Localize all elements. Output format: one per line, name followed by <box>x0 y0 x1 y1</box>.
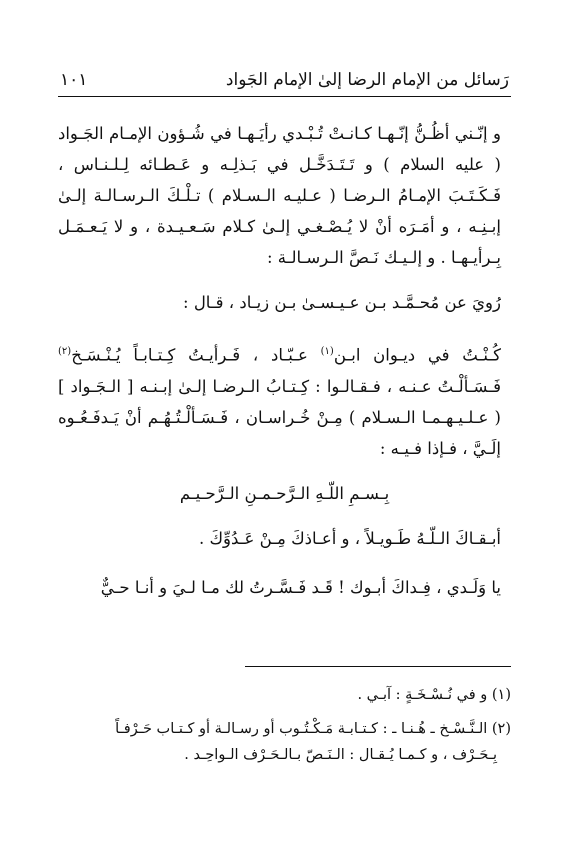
footnote-1: (١) و في نُـسْـخَـةٍ : آبـي . <box>357 687 511 703</box>
footnote-divider <box>245 666 511 667</box>
narration-text-a: كُـنْـتُ في ديـوان ابـن <box>333 345 502 365</box>
page-header <box>60 62 509 90</box>
letter-opening: أبـقـاكَ الـلّـهُ طَـويـلاً ، و أعـاذكَ مِـنْ عَـدُوِّكَ . <box>198 528 501 548</box>
footnote-ref-2: (٢) <box>58 346 72 357</box>
narration-text-c: فَـسَـألْـتُ عـنـه ، فـقـالـوا : كِـتـابُ الـرضـا إلـىٰ إبـنـه [ الـجَـواد ] ( عـلـيـهـمـا الـسـلام ) مِـنْ خُـراسـان ، فَـسَـألْـتُـهُـم أنْ يَـدفَـعُـوه إلَـيَّ ، فـإذا فـيـه : <box>58 376 501 458</box>
footnote-2-line-1: (٢) الـنَّـسْـخ ـ هُـنـا ـ : كـتـابـة مَـكْـتُـوب أو رسـالـة أو كـتـاب حَـرْفـاً <box>115 721 511 737</box>
narration-line: رُويَ عن مُحـمَّـد بـن عـيـسـىٰ بـن زيـاد ، قـال : <box>183 293 501 312</box>
running-title: رَسائل من الإمام الرضا إلىٰ الإمام الجَواد <box>225 70 509 90</box>
footnote-2-line-2: بِـحَـرْف ، و كـمـا يُـقـال : الـنَـصّ بـالـحَـرْف الـواحِـد . <box>184 747 497 763</box>
narration-text-b: عـبّـاد ، فَـرأيـتُ كِـتـابـاً يُـنْـسَـخ <box>71 345 308 365</box>
main-text <box>58 118 511 603</box>
page-number: ١٠١ <box>60 70 88 90</box>
header-divider <box>58 96 511 97</box>
basmala: بِـسـمِ اللّـهِ الـرَّحـمـنِ الـرَّحـيـم <box>179 483 390 503</box>
intro-paragraph: و إنّـني أظُـنُّ إنّـهـا كـانـتْ تُـبْـدي رأيَـهـا في شُـؤون الإمـام الجَـواد ( عليه السلام ) و تَـتَـدَخَّـل في بَـذلِـه و عَـطـائه لِـلـنـاس ، فَـكَـتَـبَ الإمـامُ الـرضـا ( عـليـه الـسـلام ) تـلْـكَ الـرسـالـة إلـىٰ إبـنِـه ، و أمَـرَه أنْ لا يُـصْـغـي إلـىٰ كـلام سَـعـيـدة ، و لا يَـعـمَـل بِـرأيـهـا . و إلـيـك نَـصَّ الـرسـالـة : <box>58 124 501 267</box>
footnote-ref-1: (١) <box>320 346 334 357</box>
footnotes <box>58 682 511 776</box>
narration-paragraph <box>58 336 511 464</box>
letter-line: يا وَلَـدي ، فِـداكَ أبـوك ! قَـد فَـسَّـرتُ لك مـا لـيَ و أنـا حـيٌّ <box>100 577 501 597</box>
